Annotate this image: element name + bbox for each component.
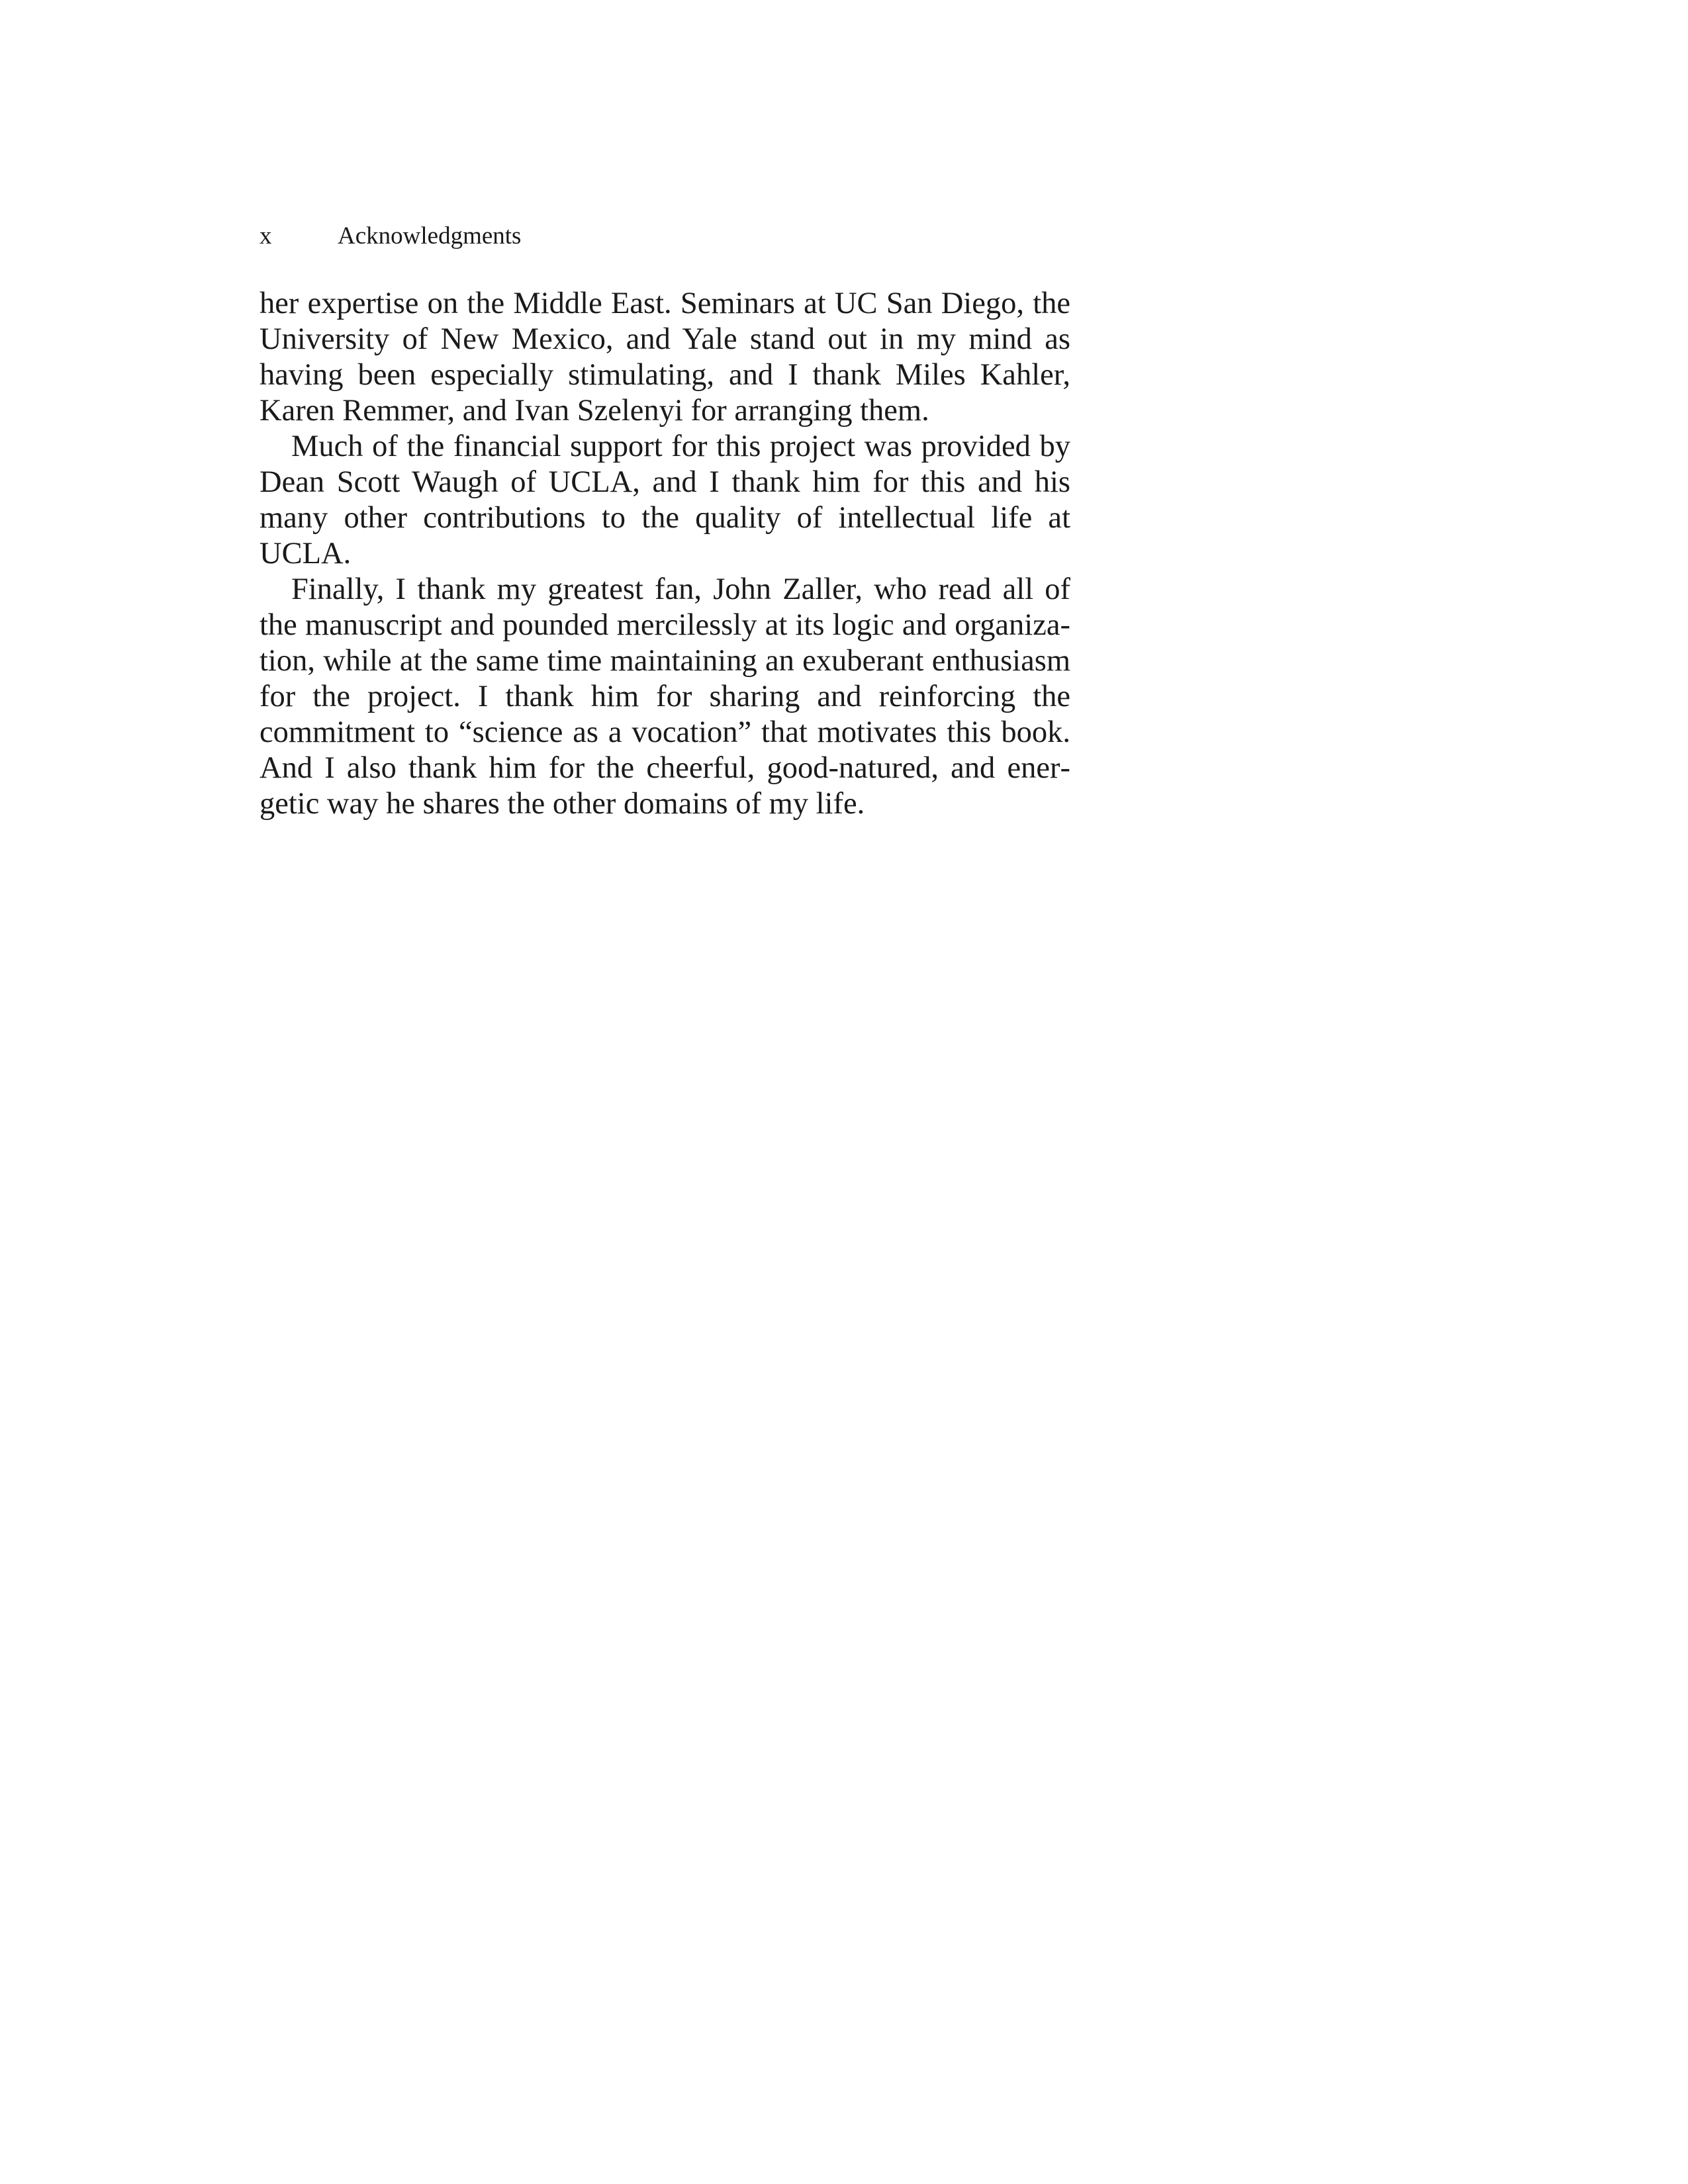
paragraph-final-thanks: Finally, I thank my greatest fan, John Zaller, who read all of the manuscript and pounded mercilessly at its logic and organization, while at the same time maintaining an exuberant enthusiasm for the project. I thank him for sharing and reinforcing the commitment to “science as a vocation” that motivates this book. And I also thank him for the cheerful, good-natured, and energetic way he shares the other domains of my life. xyxy=(259,572,1070,821)
body-text xyxy=(259,286,1070,822)
page-number: x xyxy=(259,222,272,250)
running-head xyxy=(259,224,521,248)
paragraph-financial-support: Much of the financial support for this project was provided by Dean Scott Waugh of UCLA, and I thank him for this and his many other contributions to the quality of intellectual life at UCLA. xyxy=(259,430,1070,570)
running-head-title: Acknowledgments xyxy=(338,222,522,250)
paragraph-continued: her expertise on the Middle East. Seminars at UC San Diego, the University of New Mexico, and Yale stand out in my mind as having been especially stimulating, and I thank Miles Kahler, Karen Remmer, and Ivan Szelenyi for arranging them. xyxy=(259,287,1070,428)
